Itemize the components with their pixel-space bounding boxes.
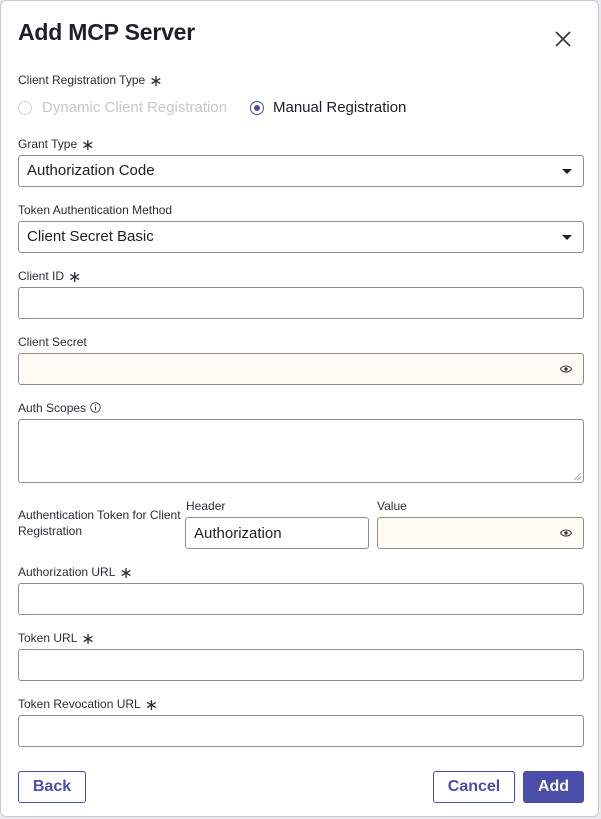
client-id-input[interactable] bbox=[18, 287, 584, 319]
auth-scopes-label bbox=[18, 401, 101, 415]
auth-scopes-label-text: Auth Scopes bbox=[18, 401, 87, 415]
registration-type-label bbox=[18, 73, 163, 90]
auth-token-label: Authentication Token for Client Registration bbox=[18, 508, 181, 538]
chevron-down-icon bbox=[562, 169, 572, 174]
required-mark: ∗ bbox=[81, 137, 95, 154]
token-revocation-url-label bbox=[18, 697, 159, 714]
grant-type-label bbox=[18, 137, 95, 154]
authorization-url-label-text: Authorization URL bbox=[18, 565, 116, 579]
client-id-label-text: Client ID bbox=[18, 269, 65, 283]
token-auth-method-value: Client Secret Basic bbox=[27, 228, 154, 245]
token-auth-method-select[interactable] bbox=[18, 221, 584, 253]
authorization-url-input[interactable] bbox=[18, 583, 584, 615]
grant-type-select[interactable] bbox=[18, 155, 584, 187]
value-label: Value bbox=[377, 499, 407, 513]
back-button[interactable]: Back bbox=[18, 771, 86, 803]
eye-icon[interactable] bbox=[560, 528, 572, 538]
client-secret-label: Client Secret bbox=[18, 335, 87, 349]
grant-type-label-text: Grant Type bbox=[18, 137, 78, 151]
registration-type-label-text: Client Registration Type bbox=[18, 73, 146, 87]
manual-registration-radio[interactable] bbox=[250, 101, 264, 115]
client-secret-input[interactable] bbox=[18, 353, 584, 385]
token-auth-method-label: Token Authentication Method bbox=[18, 203, 173, 217]
dynamic-registration-label[interactable]: Dynamic Client Registration bbox=[42, 99, 228, 116]
grant-type-value: Authorization Code bbox=[27, 162, 155, 179]
value-input[interactable] bbox=[377, 517, 584, 549]
add-button[interactable]: Add bbox=[523, 771, 584, 803]
eye-icon[interactable] bbox=[560, 364, 572, 374]
token-url-label-text: Token URL bbox=[18, 631, 78, 645]
client-id-label bbox=[18, 269, 82, 286]
header-input[interactable] bbox=[185, 517, 369, 549]
manual-registration-label[interactable]: Manual Registration bbox=[273, 99, 407, 116]
authorization-url-label bbox=[18, 565, 133, 582]
close-icon[interactable] bbox=[552, 28, 574, 50]
auth-scopes-textarea[interactable] bbox=[18, 419, 584, 483]
token-revocation-url-label-text: Token Revocation URL bbox=[18, 697, 141, 711]
required-mark: ∗ bbox=[81, 631, 95, 648]
required-mark: ∗ bbox=[144, 697, 159, 714]
dialog-title: Add MCP Server bbox=[18, 19, 195, 45]
dynamic-registration-radio[interactable] bbox=[18, 101, 32, 115]
token-url-label bbox=[18, 631, 95, 648]
info-icon[interactable] bbox=[90, 402, 101, 413]
resize-handle-icon[interactable] bbox=[573, 472, 581, 480]
required-mark: ∗ bbox=[149, 73, 163, 90]
token-revocation-url-input[interactable] bbox=[18, 715, 584, 747]
chevron-down-icon bbox=[562, 235, 572, 240]
required-mark: ∗ bbox=[68, 269, 82, 286]
cancel-button[interactable]: Cancel bbox=[433, 771, 515, 803]
token-url-input[interactable] bbox=[18, 649, 584, 681]
header-label: Header bbox=[186, 499, 226, 513]
header-input-value: Authorization bbox=[194, 525, 282, 542]
required-mark: ∗ bbox=[119, 565, 133, 582]
